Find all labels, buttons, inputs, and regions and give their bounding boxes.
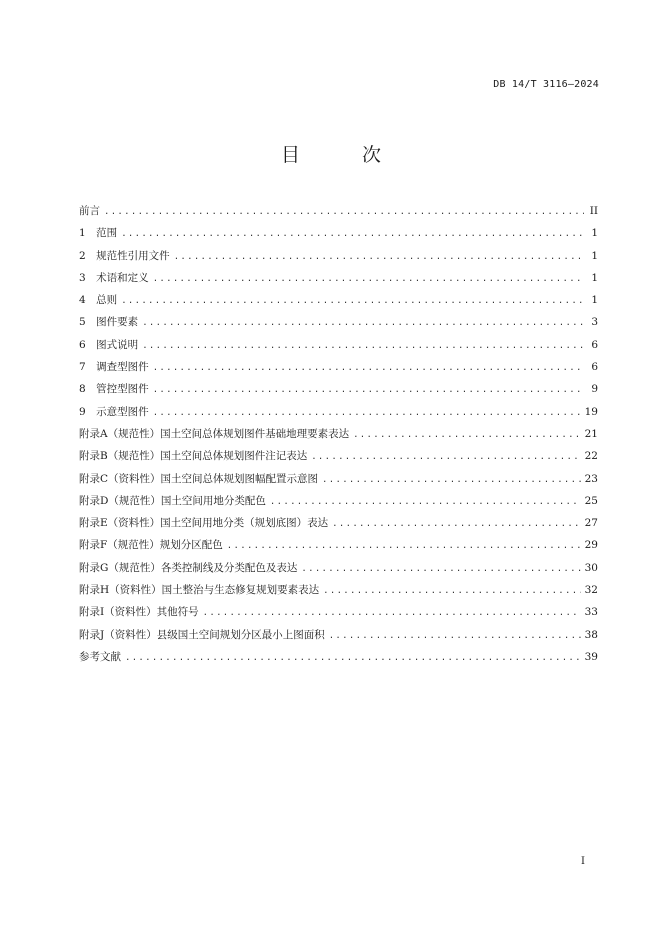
toc-entry[interactable] — [79, 624, 598, 646]
dot-leader — [142, 335, 584, 356]
toc-entry-page: 38 — [584, 628, 598, 641]
toc-entry[interactable] — [79, 423, 598, 445]
dot-leader — [227, 535, 581, 556]
dot-leader — [121, 223, 584, 244]
toc-entry[interactable] — [79, 222, 598, 244]
page-number: I — [581, 856, 585, 867]
toc-entry[interactable] — [79, 401, 598, 423]
toc-entry-label: 附录F（规范性）规划分区配色 — [79, 539, 223, 552]
dot-leader — [332, 513, 580, 534]
dot-leader — [301, 558, 580, 579]
toc-entry[interactable] — [79, 245, 598, 267]
toc-entry-page: 27 — [584, 517, 598, 530]
toc-entry-page: 25 — [584, 494, 598, 507]
toc-entry-page: 1 — [591, 271, 598, 284]
toc-entry[interactable] — [79, 557, 598, 579]
toc-entry-label: 附录G（规范性）各类控制线及分类配色及表达 — [79, 561, 298, 574]
toc-entry[interactable] — [79, 378, 598, 400]
dot-leader — [323, 580, 580, 601]
toc-entry-page: 30 — [584, 561, 598, 574]
toc-entry-label: 8 管控型图件 — [79, 383, 149, 396]
toc-entry-page: 33 — [584, 606, 598, 619]
toc-entry[interactable] — [79, 601, 598, 623]
toc-entry-label: 附录B（规范性）国土空间总体规划图件注记表达 — [79, 450, 308, 463]
toc-entry-label: 前言 — [79, 205, 100, 217]
toc-entry[interactable] — [79, 534, 598, 556]
toc-entry-page: 9 — [591, 383, 598, 396]
toc-entry-label: 1 范围 — [79, 227, 118, 240]
toc-entry-label: 附录H（资料性）国土整治与生态修复规划要素表达 — [79, 584, 320, 597]
toc-entry[interactable] — [79, 267, 598, 289]
dot-leader — [142, 312, 584, 333]
dot-leader — [121, 290, 584, 311]
toc-entry-label: 4 总则 — [79, 294, 118, 307]
dot-leader — [153, 268, 584, 289]
toc-entry-page: 1 — [591, 249, 598, 262]
dot-leader — [104, 201, 584, 222]
toc-entry[interactable] — [79, 512, 598, 534]
toc-entry-page: 22 — [584, 450, 598, 463]
toc-entry-label: 6 图式说明 — [79, 338, 139, 351]
toc-entry-page: 29 — [584, 539, 598, 552]
toc-entry-label: 附录J（资料性）县级国土空间规划分区最小上图面积 — [79, 628, 325, 641]
document-code: DB 14/T 3116—2024 — [493, 79, 599, 90]
toc-entry[interactable] — [79, 334, 598, 356]
table-of-contents — [79, 200, 598, 668]
dot-leader — [153, 402, 581, 423]
toc-entry-label: 附录I（资料性）其他符号 — [79, 606, 199, 619]
toc-entry[interactable] — [79, 200, 598, 222]
toc-entry-page: 1 — [591, 227, 598, 240]
toc-entry[interactable] — [79, 468, 598, 490]
dot-leader — [270, 491, 581, 512]
toc-entry[interactable] — [79, 490, 598, 512]
toc-entry-page: 39 — [584, 650, 598, 663]
toc-entry-label: 2 规范性引用文件 — [79, 249, 170, 262]
dot-leader — [311, 446, 580, 467]
toc-entry-label: 附录C（资料性）国土空间总体规划图幅配置示意图 — [79, 472, 319, 485]
page-title: 目 次 — [280, 144, 410, 166]
toc-entry-page: 21 — [584, 427, 598, 440]
toc-entry-label: 附录A（规范性）国土空间总体规划图件基础地理要素表达 — [79, 427, 350, 440]
toc-entry-page: 3 — [591, 316, 598, 329]
toc-entry-label: 附录D（规范性）国土空间用地分类配色 — [79, 494, 266, 507]
toc-entry[interactable] — [79, 445, 598, 467]
toc-entry-page: 19 — [584, 405, 598, 418]
dot-leader — [174, 246, 584, 267]
toc-entry[interactable] — [79, 579, 598, 601]
toc-entry-label: 7 调查型图件 — [79, 361, 149, 374]
dot-leader — [329, 625, 581, 646]
toc-entry[interactable] — [79, 311, 598, 333]
toc-entry[interactable] — [79, 356, 598, 378]
toc-entry-page: 32 — [584, 584, 598, 597]
toc-entry-page: 23 — [584, 472, 598, 485]
dot-leader — [353, 424, 581, 445]
dot-leader — [153, 357, 584, 378]
dot-leader — [322, 469, 581, 490]
toc-entry-page: 6 — [591, 338, 598, 351]
toc-entry-label: 5 图件要素 — [79, 316, 139, 329]
toc-entry-page: II — [589, 205, 598, 217]
dot-leader — [153, 379, 584, 400]
toc-entry[interactable] — [79, 646, 598, 668]
toc-entry-label: 参考文献 — [79, 650, 121, 663]
dot-leader — [203, 602, 581, 623]
toc-entry-page: 1 — [591, 294, 598, 307]
toc-entry-label: 附录E（资料性）国土空间用地分类（规划底图）表达 — [79, 517, 329, 530]
toc-entry-page: 6 — [591, 361, 598, 374]
toc-entry[interactable] — [79, 289, 598, 311]
dot-leader — [125, 647, 581, 668]
toc-entry-label: 3 术语和定义 — [79, 271, 149, 284]
toc-entry-label: 9 示意型图件 — [79, 405, 149, 418]
